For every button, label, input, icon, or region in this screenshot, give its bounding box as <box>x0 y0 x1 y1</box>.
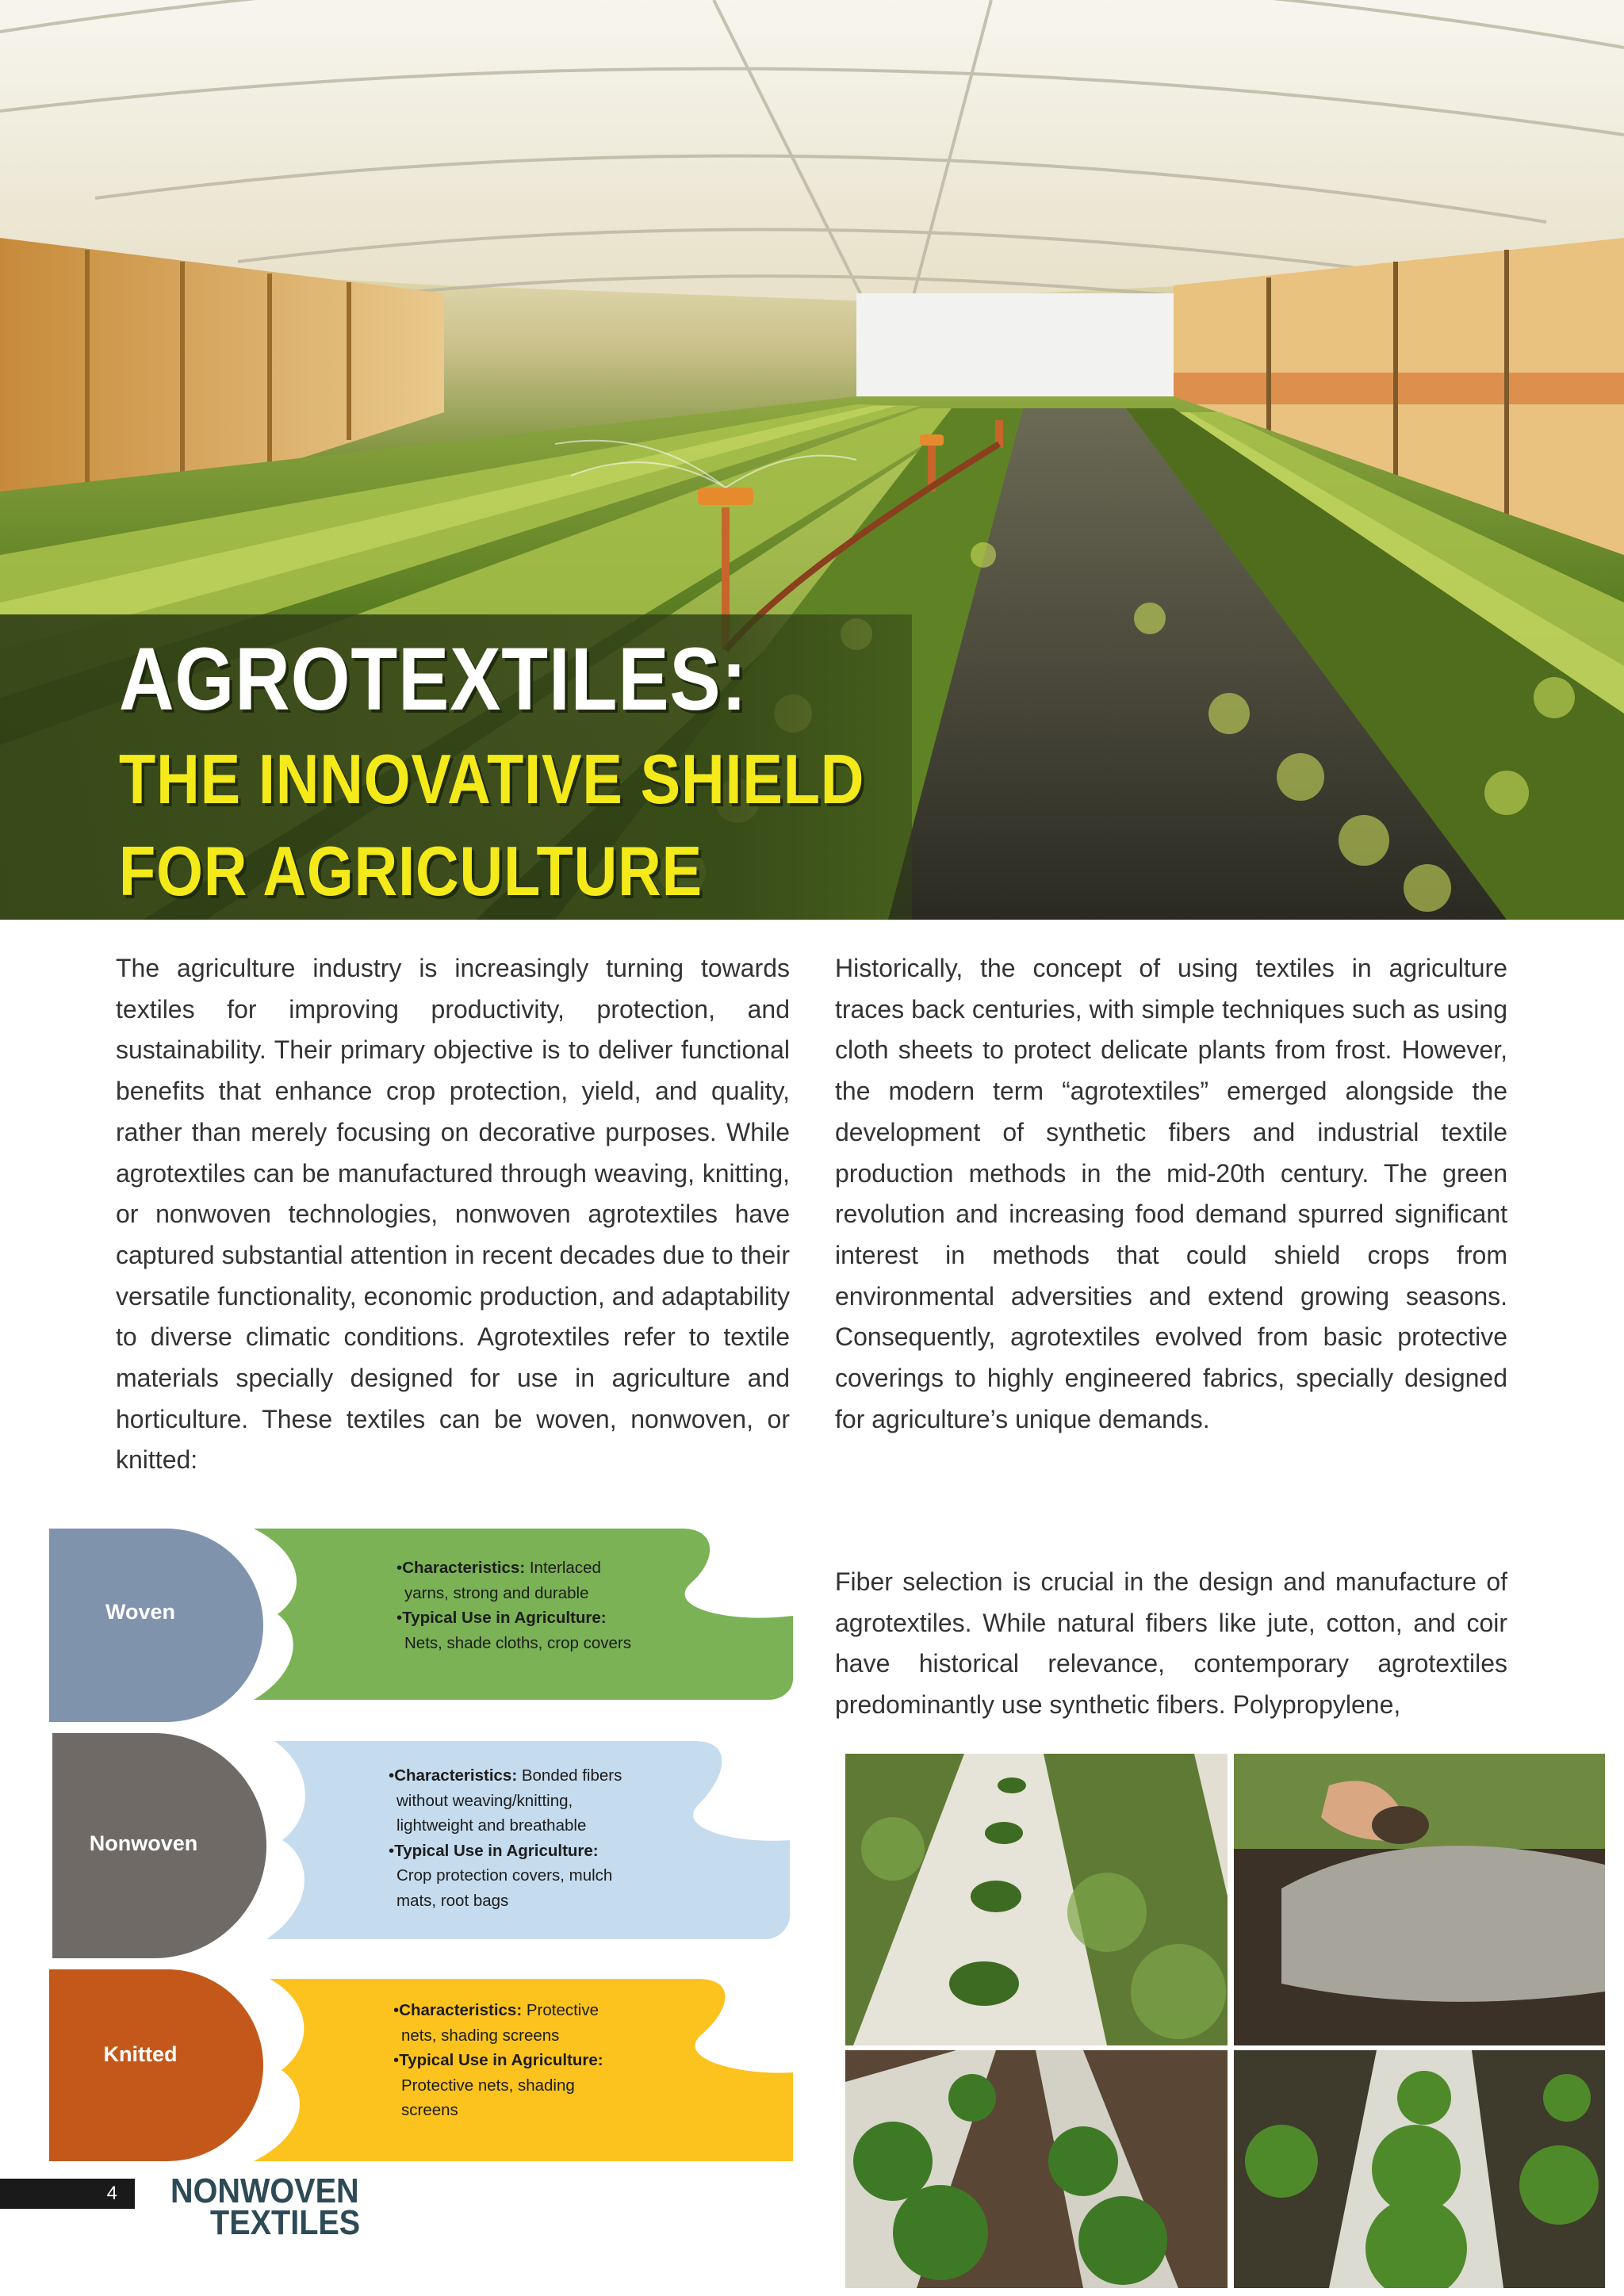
woven-label: Woven <box>49 1529 263 1722</box>
photo-mulch-rows <box>845 1754 1228 2045</box>
page-number-bar <box>0 2179 135 2209</box>
carrot-rows-illustration <box>1234 2050 1605 2288</box>
photo-strawberry-rows <box>845 2050 1228 2288</box>
intro-paragraph: The agriculture industry is increasingly turning towards textiles for improving productivity, protection, and sustainability. Their primary objective is to deliver functional benefits that enhance crop protection, yield, and quality, rather than merely focusing on decorative purposes. While agrotextiles can be manufactured through weaving, knitting, or nonwoven technologies, nonwoven agrotextiles have captured substantial attention in recent decades due to their versatile functionality, economic production, and adaptability to diverse climatic conditions. Agrotextiles refer to textile materials specially designed for use in agriculture and horticulture. These textiles can be woven, nonwoven, or knitted: <box>116 954 790 1475</box>
logo-line-2: TEXTILES <box>210 2203 361 2242</box>
page-title: AGROTEXTILES: <box>119 629 748 729</box>
logo-line-1: NONWOVEN <box>170 2172 359 2210</box>
nonwoven-card <box>251 1741 790 1939</box>
page-subtitle-line-1: THE INNOVATIVE SHIELD <box>119 740 865 818</box>
knitted-card-text: •Characteristics: Protective nets, shading screens •Typical Use in Agriculture: Protective nets, shading screens <box>393 2001 603 2119</box>
woven-card <box>254 1529 793 1700</box>
page-number: 4 <box>106 2183 117 2204</box>
knitted-label: Knitted <box>49 1969 263 2161</box>
history-paragraph: Historically, the concept of using textiles in agriculture traces back centuries, with simple techniques such as using cloth sheets to protect delicate plants from frost. However, the modern term “agrotextiles” emerged alongside the development of synthetic fibers and industrial textile production methods in the mid-20th century. The green revolution and increasing food demand spurred significant interest in methods that could shield crops from environmental adversities and extend growing seasons. Consequently, agrotextiles evolved from basic protective coverings to highly engineered fabrics, specially designed for agriculture’s unique demands. <box>835 954 1507 1433</box>
photo-carrot-rows <box>1234 2050 1605 2288</box>
knitted-card <box>254 1979 793 2161</box>
nonwoven-card-text: •Characteristics: Bonded fibers without weaving/knitting, lightweight and breathable •Typical Use in Agriculture: Crop protection covers, mulch mats, root bags <box>389 1766 622 1910</box>
strawberry-rows-illustration <box>845 2050 1228 2288</box>
publication-logo <box>170 2174 408 2245</box>
hand-soil-illustration <box>1234 1754 1605 2045</box>
photo-hand-soil <box>1234 1754 1605 2045</box>
fiber-paragraph: Fiber selection is crucial in the design and manufacture of agrotextiles. While natural fibers like jute, cotton, and coir have historical relevance, contemporary agrotextiles predominantly use synthetic fibers. Polypropylene, <box>835 1567 1507 1720</box>
page-subtitle-line-2: FOR AGRICULTURE <box>119 832 703 910</box>
mulch-rows-illustration <box>845 1754 1228 2045</box>
nonwoven-label: Nonwoven <box>52 1733 266 1958</box>
woven-card-text: •Characteristics: Interlaced yarns, strong and durable •Typical Use in Agriculture: Nets, shade cloths, crop covers <box>396 1559 631 1652</box>
